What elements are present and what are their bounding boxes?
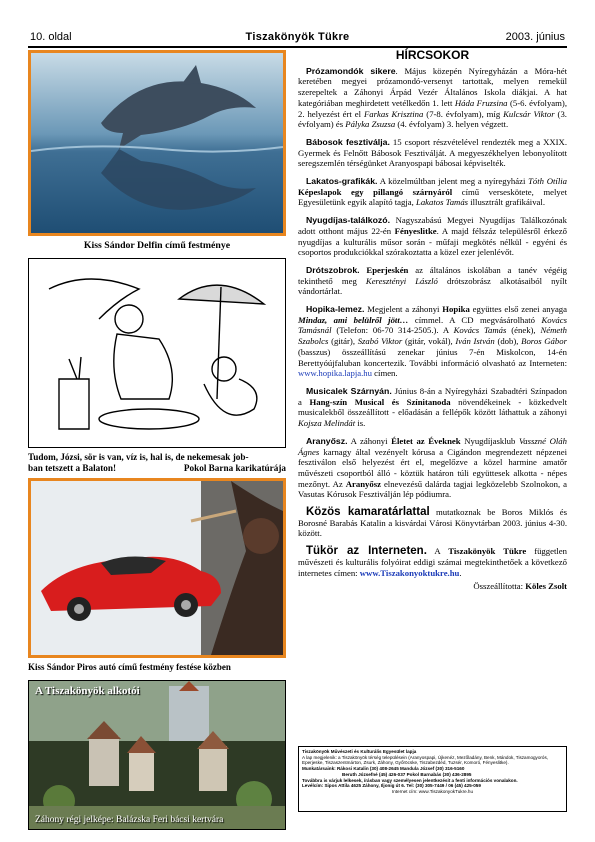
cartoon-image — [29, 259, 285, 447]
dolphin-painting — [28, 50, 286, 236]
news-item-choir: Aranyősz. A záhonyi Életet az Éveknek Nyugdíjasklub Vasszné Oláh Ágnes karnagy által vezényelt kórusa a Cigándon megrendezett népzenei fesztiválon első helyezést ért el, megelőzve a közel harmine amatőr művészeti csoportból álló - köztük határon túli együttesek alkotta - népes mezőnyt. Az Aranyősz elnevezésű dalárda tagjai legközelebb Szolnokon, a Vasutas Kórusok Fesztiválján lép pódiumra. — [298, 435, 567, 500]
news-item-hopika: Hopika-lemez. Megjelent a záhonyi Hopika együttes első zenei anyaga Mindaz, ami belülről jött… címmel. A CD megvásárolható Kovács Tamásnál (Telefon: 06-70 314-2505.). A Kovács Tamás (ének), Németh Szabolcs (gitár), Szabó Viktor (gitár, vokál), Iván István (dob), Boros Gábor (basszus) összeállítású zenekar június 7-én Miskolcon, 14-én Berettyóújfaluban koncertezik. További információ olvasható az Interneten: www.hopika.lapja.hu címen. — [298, 304, 568, 379]
hopika-link[interactable]: www.hopika.lapja.hu — [298, 368, 372, 379]
issue-date: 2003. június — [505, 31, 565, 43]
masthead-title: Tiszakönyök Tükre — [245, 31, 350, 43]
news-item-prose: Prózamondók sikere. Május közepén Nyíregyházán a Móra-hét keretében megyei prózamondó-versenyt tartottak, melyen remekül szerepeltek a Záhonyi Árpád Vezér Általános Iskola diákjai. A hat kategóriában meghirdetett vetélkedőn 1. lett Háda Fruzsina (5-6. évfolyam), 2. helyezést ért el Farkas Krisztina (7-8. évfolyam), míg Kulcsár Viktor (3. évfolyam) és Pályka Zsuzsa (4. évfolyam) 3. helyen végzett. — [298, 65, 567, 130]
cartoon-caption-line1: Tudom, Józsi, sör is van, víz is, hal is, de nekemesak job- — [28, 452, 249, 462]
dolphin-image — [31, 53, 283, 233]
compiled-by: Összeállította: Köles Zsolt — [473, 581, 567, 592]
news-item-puppets: Bábosok fesztiválja. 15 csoport részvételével rendezték meg a XXIX. Gyermek és Felnőtt Bábosok Fesztiválját. A megyeszékhelyen lebonyolított seregszemlén térségünket Aranyospapi bábosai képviselték. — [298, 136, 568, 169]
photo-title: A Tiszakönyök alkotói — [35, 685, 140, 697]
news-item-pensioners: Nyugdíjas-találkozó. Nagyszabású Megyei Nyugdíjas Találkozónak adott otthont május 22-én Fényeslitke. A majd félszáz településről érkező nyugdíjas a kulturális műsor során - műfaji megkötés nélkül - egyéni és csoportos produkciókkal szórakoztatta a közel ezer jelenlévőt. — [298, 215, 567, 258]
news-column — [298, 48, 567, 592]
cartoon-caption — [28, 452, 286, 474]
car-caption: Kiss Sándor Piros autó című festmény festése közben — [28, 662, 231, 672]
news-item-internet: Tükör az Interneten. A Tiszakönyök Tükre független művészeti és kulturális folyóirat eddigi számai megtekinthetőek a következő internetes címen: www.Tiszakonyoktukre.hu. — [298, 545, 567, 578]
website-link[interactable]: www.Tiszakonyoktukre.hu — [359, 567, 460, 578]
page-number: 10. oldal — [30, 31, 72, 43]
photo-caption: Záhony régi jelképe: Balázska Feri bácsi kertvára — [35, 815, 224, 825]
news-item-wire-sculptures: Drótszobrok. Eperjeskén az általános iskolában a tanév végéig tekinthető meg Keresztényi László drótszobrász alkotásaiból nyílt vándortárlat. — [298, 264, 568, 297]
section-title: HÍRCSOKOR — [395, 48, 470, 62]
garden-image — [29, 681, 286, 830]
news-item-graphics: Lakatos-grafikák. A közelmúltban jelent meg a nyíregyházi Tóth Otília Képeslapok egy pillangó szárnyáról című verseskötete, melyet Egyesületünk egyik alapító tagja, Lakatos Tamás illusztrált grafikáival. — [298, 176, 567, 208]
red-car-photo — [28, 478, 286, 658]
cartoon-credit: Pokol Barna karikatúrája — [183, 463, 286, 473]
imprint-box: Tiszakönyök Művészeti és Kulturális Egyesület lapja A lap megjelenik: a Tiszakönyök térség településein (Aranyospapi, Újkenéz, Mezőladány, Benk, Mándok, Tiszamogyorós, Eperjeske, Tiszaszentmárton, Zsurk, Záhony, Győröcske, Tiszabezdéd, Tuzsér, Komoró, Fényeslitke). Munkatársaink: Rákosi Katalin (30) 408-2645 Mandula József (30) 316-5160 Beruth Józsefné (45) 426-037 Pokol Barnabás (30) 436-2895 Továbbra is várjuk lelkesek, írásban vagy személyesen jelentkezésit a fenti információs vonalakon. Levélcím: Sipos Attila 4625 Záhony, Iljonig út 6. Tel: (30) 305-7449 / 06 (45) 425-059 Internet cím: www.TiszakonyokTukre.hu — [298, 746, 567, 812]
page-header — [28, 30, 567, 48]
garden-photo — [28, 680, 286, 830]
news-item-exhibition: Közös kamaratárlattal mutatkoznak be Boros Miklós és Borosné Barabás Katalin a kisvárdai Városi Könyvtárban 2003. június 4-30. között. — [298, 506, 567, 539]
news-item-musicals: Musicalek Szárnyán. Június 8-án a Nyíregyházi Szabadtéri Színpadon a Hang-szín Musical és Színitanoda növendékeinek - közkedvelt musicalekből összeállított - előadásán a fellépők között láthattuk a záhonyi Kojsza Melindát is. — [298, 385, 568, 429]
red-car-image — [31, 481, 283, 655]
cartoon-illustration — [28, 258, 286, 448]
dolphin-caption: Kiss Sándor Delfin című festménye — [83, 240, 231, 251]
cartoon-caption-line2: ban tetszett a Balaton! — [28, 463, 117, 473]
